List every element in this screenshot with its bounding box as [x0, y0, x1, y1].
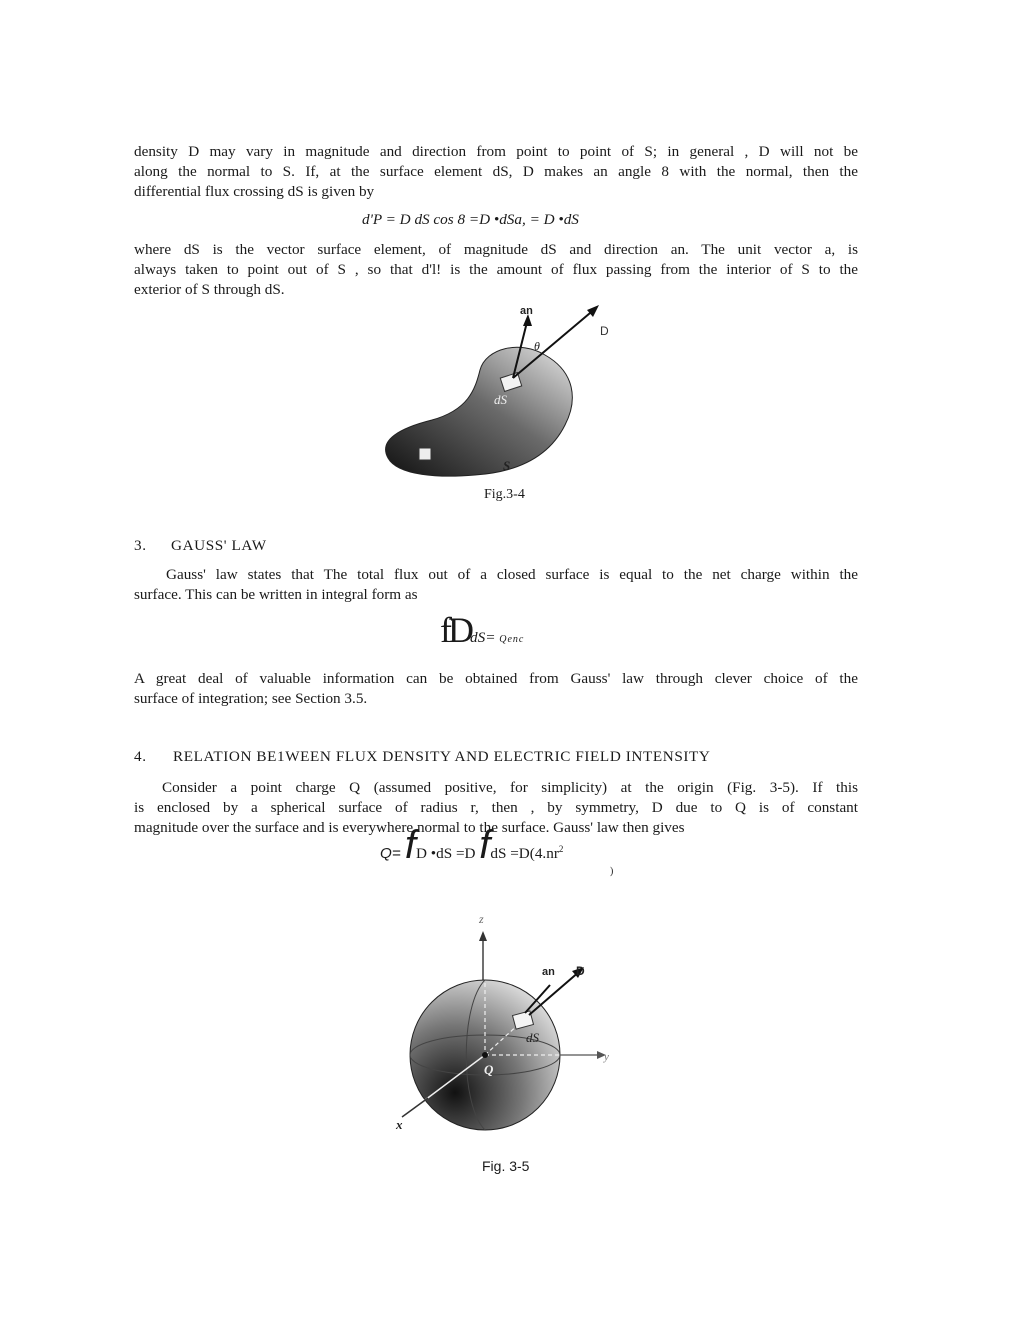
paragraph-point-charge: [134, 778, 858, 838]
label-an: an: [542, 966, 555, 978]
section-4-heading: [134, 748, 710, 766]
section-number: 4.: [134, 748, 147, 765]
equation-gauss-sphere: [380, 823, 564, 867]
label-D: D: [600, 324, 609, 338]
text-line: always taken to point out of S , so that d'l! is the amount of flux passing from the interior of S to the: [134, 261, 858, 278]
integral-symbol: f: [404, 823, 417, 867]
text-line: magnitude over the surface and is everywhere normal to the surface. Gauss' law then gives: [134, 819, 685, 836]
equation-gauss-integral: [440, 612, 524, 658]
label-an: an: [520, 305, 533, 317]
figure-3-5: [390, 905, 630, 1135]
surface-blob: [386, 347, 573, 476]
text-line: where dS is the vector surface element, of magnitude dS and direction an. The unit vector a, is: [134, 241, 858, 258]
label-S: S: [503, 458, 511, 473]
text-line: surface of integration; see Section 3.5.: [134, 690, 368, 707]
equation-subscript: Qenc: [499, 634, 525, 645]
eq-superscript: 2: [558, 843, 564, 854]
paragraph-gauss-info: [134, 669, 858, 709]
label-dS: dS: [494, 392, 507, 407]
label-dS: dS: [526, 1030, 539, 1045]
figure-3-4: [370, 300, 630, 480]
paragraph-flux-density: [134, 142, 858, 202]
section-3-heading: [134, 537, 267, 555]
eq-q: Q=: [380, 845, 405, 862]
text-line: Consider a point charge Q (assumed positive, for simplicity) at the origin (Fig. 3-5). If this: [162, 779, 858, 796]
figure-3-4-caption: Fig.3-4: [484, 487, 525, 502]
label-x: x: [396, 1117, 403, 1132]
small-patch: [419, 448, 431, 460]
text-line: exterior of S through dS.: [134, 281, 285, 298]
section-title: RELATION BE1WEEN FLUX DENSITY AND ELECTRIC FIELD INTENSITY: [173, 748, 711, 765]
text-line: is enclosed by a spherical surface of radius r, then , by symmetry, D due to Q is of constant: [134, 799, 858, 816]
paragraph-vector-surface: [134, 240, 858, 300]
label-y: y: [604, 1051, 609, 1063]
label-theta: θ: [534, 339, 540, 353]
text-line: A great deal of valuable information can be obtained from Gauss' law through clever choice of the: [134, 670, 858, 687]
text-line: surface. This can be written in integral form as: [134, 586, 418, 603]
integral-symbol: f: [479, 823, 491, 867]
integral-symbol: fD: [440, 610, 470, 650]
text-line: density D may vary in magnitude and direction from point to point of S; in general , D will not be: [134, 143, 858, 160]
section-number: 3.: [134, 537, 147, 554]
z-arrowhead: [479, 931, 487, 941]
eq-mid2: dS =D(4.nr: [490, 845, 559, 862]
section-title: GAUSS' LAW: [171, 537, 267, 554]
figure-3-5-caption: Fig. 3-5: [482, 1158, 530, 1174]
text-line: along the normal to S. If, at the surface element dS, D makes an angle 8 with the normal, then the: [134, 163, 858, 180]
eq-closing-paren: ): [610, 866, 614, 877]
equation-rest: dS=: [470, 629, 500, 646]
label-Q: Q: [484, 1062, 494, 1077]
label-z: z: [479, 912, 484, 926]
text-line: Gauss' law states that The total flux out of a closed surface is equal to the net charge within the: [166, 566, 858, 583]
text-line: differential flux crossing dS is given by: [134, 183, 375, 200]
paragraph-gauss-law: [134, 565, 858, 605]
equation-differential-flux: d'P = D dS cos 8 =D •dSa, = D •dS: [362, 211, 579, 228]
label-D: D: [576, 964, 585, 978]
x-axis-outer: [402, 1098, 428, 1117]
eq-mid1: D •dS =D: [416, 845, 480, 862]
charge-point: [482, 1052, 488, 1058]
